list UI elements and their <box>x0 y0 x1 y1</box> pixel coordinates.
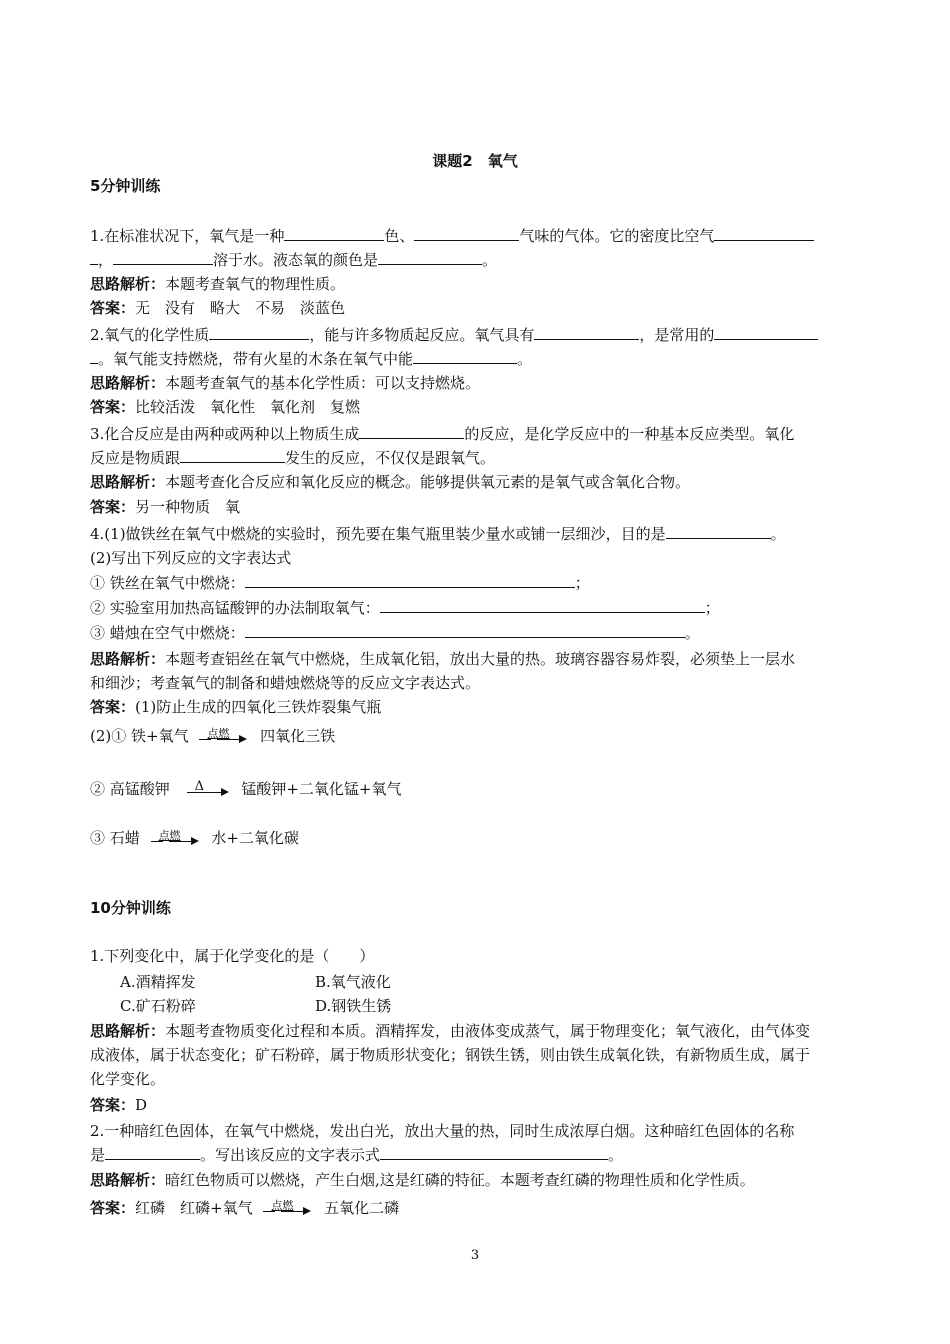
blank <box>105 1145 200 1160</box>
equation-1: (2)① 铁+氧气 点燃 四氧化三铁 <box>90 726 335 748</box>
blank <box>209 325 309 340</box>
p1-answer: 答案：D <box>90 1096 148 1114</box>
q1-answer: 答案：无 没有 略大 不易 淡蓝色 <box>90 299 346 317</box>
blank <box>414 226 519 241</box>
option-c: C.矿石粉碎 <box>120 997 196 1015</box>
section-10min: 10分钟训练 <box>90 899 171 917</box>
q2-answer: 答案：比较活泼 氧化性 氧化剂 复燃 <box>90 398 361 416</box>
blank <box>90 349 98 364</box>
blank <box>245 623 685 638</box>
q3-analysis: 思路解析：本题考查化合反应和氧化反应的概念。能够提供氧元素的是氧气或含氧化合物。 <box>90 473 691 491</box>
q2-analysis: 思路解析：本题考查氧气的基本化学性质：可以支持燃烧。 <box>90 374 481 392</box>
reaction-arrow-icon: Δ <box>181 779 231 801</box>
q4-line5: ③ 蜡烛在空气中燃烧： 。 <box>90 624 700 642</box>
p1-analysis-1: 思路解析：本题考查物质变化过程和本质。酒精挥发，由液体变成蒸气，属于物理变化；氧气液化，由气体变 <box>90 1022 811 1040</box>
q3-line1: 3.化合反应是由两种或两种以上物质生成 的反应，是化学反应中的一种基本反应类型。氧化 <box>90 425 795 443</box>
p1-analysis-3: 化学变化。 <box>90 1070 166 1088</box>
q4-analysis-2: 和细沙；考查氧气的制备和蜡烛燃烧等的反应文字表达式。 <box>90 674 481 692</box>
q3-answer: 答案：另一种物质 氧 <box>90 498 241 516</box>
q3-line2: 反应是物质跟 发生的反应，不仅仅是跟氧气。 <box>90 449 496 467</box>
blank <box>666 524 771 539</box>
p1-analysis-2: 成液体，属于状态变化；矿石粉碎，属于物质形状变化；钢铁生锈，则由铁生成氧化铁，有新物质生成，属于 <box>90 1046 811 1064</box>
blank <box>180 448 285 463</box>
blank <box>113 250 213 265</box>
page-title: 课题2 氧气 <box>432 152 518 170</box>
blank <box>534 325 639 340</box>
p2-line1: 2.一种暗红色固体，在氧气中燃烧，发出白光，放出大量的热，同时生成浓厚白烟。这种暗红色固体的名称 <box>90 1122 795 1140</box>
q4-line3: ① 铁丝在氧气中燃烧： ； <box>90 574 590 592</box>
q4-line2: (2)写出下列反应的文字表达式 <box>90 549 292 567</box>
equation-3: ③ 石蜡 点燃 水+二氧化碳 <box>90 828 299 850</box>
reaction-arrow-icon: 点燃 <box>263 1198 313 1220</box>
q2-line2: 。氧气能支持燃烧，带有火星的木条在氧气中能 。 <box>90 349 532 369</box>
reaction-arrow-icon: 点燃 <box>199 726 249 748</box>
q2-line1: 2.氧气的化学性质 ，能与许多物质起反应。氧气具有 ，是常用的 <box>90 325 818 345</box>
section-5min: 5分钟训练 <box>90 177 161 195</box>
reaction-arrow-icon: 点燃 <box>151 828 201 850</box>
blank <box>380 598 705 613</box>
q4-answer-1: 答案：(1)防止生成的四氧化三铁炸裂集气瓶 <box>90 698 382 716</box>
blank <box>245 573 575 588</box>
q1-line1: 1.在标准状况下，氧气是一种 色、 气味的气体。它的密度比空气 <box>90 226 814 246</box>
q1-line2: ， 溶于水。液态氧的颜色是 。 <box>90 250 497 270</box>
p1-options-row1 <box>90 972 391 992</box>
p2-analysis: 思路解析：暗红色物质可以燃烧，产生白烟,这是红磷的特征。本题考查红磷的物理性质和化学性质。 <box>90 1171 755 1189</box>
q4-analysis-1: 思路解析：本题考查铝丝在氧气中燃烧，生成氧化铝，放出大量的热。玻璃容器容易炸裂，必须垫上一层水 <box>90 650 796 668</box>
blank <box>284 226 384 241</box>
p2-answer: 答案：红磷 红磷+氧气 点燃 五氧化二磷 <box>90 1198 399 1220</box>
q4-line1: 4.(1)做铁丝在氧气中燃烧的实验时，预先要在集气瓶里装少量水或铺一层细沙，目的是 。 <box>90 525 786 543</box>
q1-analysis: 思路解析：本题考查氧气的物理性质。 <box>90 275 346 293</box>
blank <box>714 325 818 340</box>
p1-question: 1.下列变化中，属于化学变化的是（ ） <box>90 947 375 965</box>
blank <box>380 1145 608 1160</box>
q4-line4: ② 实验室用加热高锰酸钾的办法制取氧气： ； <box>90 599 720 617</box>
blank <box>413 349 517 364</box>
page-number: 3 <box>470 1248 480 1263</box>
blank <box>90 250 98 265</box>
blank <box>714 226 814 241</box>
p2-line2: 是 。写出该反应的文字表示式 。 <box>90 1146 624 1164</box>
blank <box>359 424 464 439</box>
equation-2: ② 高锰酸钾 Δ 锰酸钾+二氧化锰+氧气 <box>90 779 401 801</box>
option-d: D.钢铁生锈 <box>315 997 392 1015</box>
blank <box>378 250 482 265</box>
p1-options-row2 <box>90 996 392 1016</box>
option-a: A.酒精挥发 <box>120 973 196 991</box>
option-b: B.氧气液化 <box>315 973 391 991</box>
